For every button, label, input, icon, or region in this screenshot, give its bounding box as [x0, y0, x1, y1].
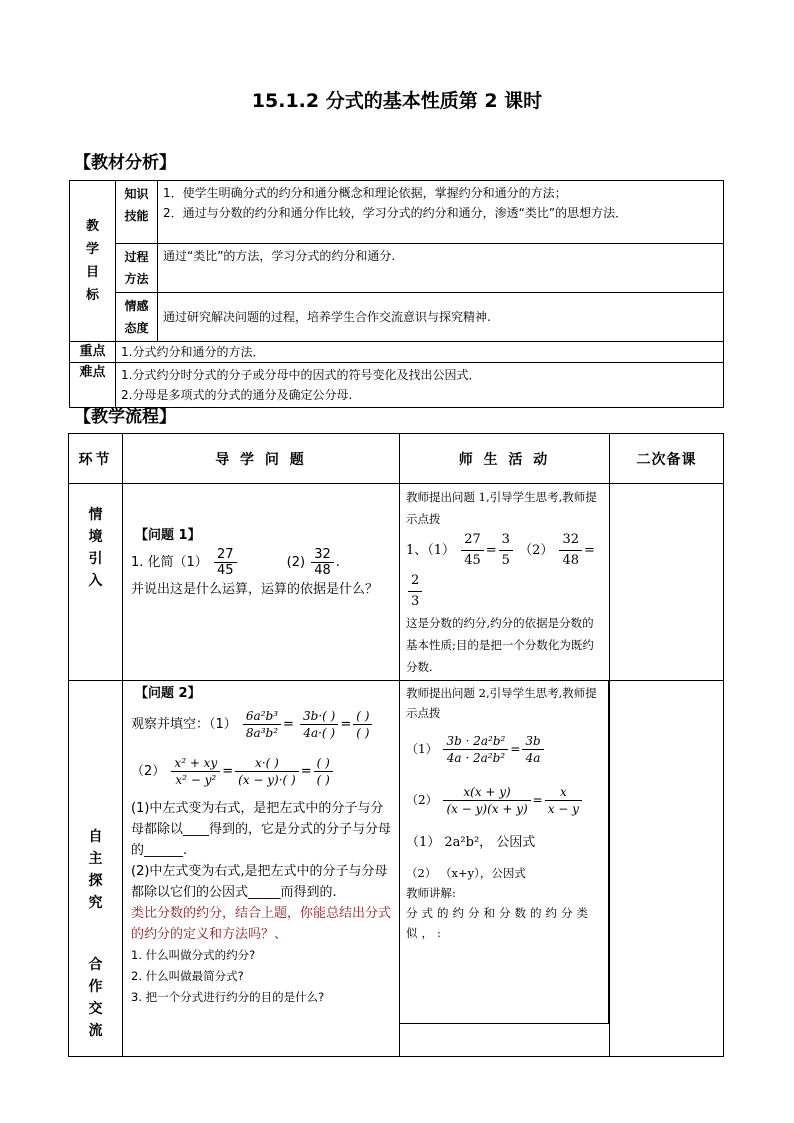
stage-char: 合: [88, 957, 103, 973]
a1-frac-a: $\frac{27}{45}$: [461, 530, 484, 571]
stage-char: 引: [88, 551, 103, 567]
flow-table: [68, 433, 724, 1057]
section-heading-flow: 【教学流程】: [74, 407, 176, 427]
q1-fraction-1: $\frac{27}{45}$: [214, 547, 237, 578]
notes2-cell: [610, 681, 724, 1057]
a1-frac-b: $\frac{3}{5}$: [499, 530, 513, 571]
key-label: 重点: [70, 342, 116, 363]
a2-p1: （1）: [406, 742, 438, 756]
a2-f1-left: $\frac{\text{3b · 2a²b²}}{\text{4a · 2a²b²}}$: [443, 733, 508, 766]
key-text: 1.分式约分和通分的方法．: [116, 342, 724, 363]
q2-f1-mid: $\frac{3b\cdot( )}{4a\cdot( )}$: [300, 708, 338, 741]
a1-prefix: 1、（1）: [406, 543, 456, 558]
a2-equation-1: （1） $\frac{\text{3b · 2a²b²}}{\text{4a · 2a²b²}}$ = $\frac{3b}{4a}$: [406, 733, 602, 766]
a2-p2: （2）: [406, 793, 438, 807]
q2-f2-mid: $\frac{x\cdot( )}{(x - y)\cdot( )}$: [235, 755, 299, 788]
activity1-intro: 教师提出问题 1,引导学生思考,教师提示点拨: [406, 490, 597, 526]
header-stage: 环节: [69, 434, 123, 484]
q1-fraction-2: $\frac{32}{48}$: [311, 547, 334, 578]
list-item: 2. 什么叫做最简分式?: [131, 969, 244, 983]
activity1-cell: [400, 484, 610, 681]
activity2-explain: 教师讲解:: [406, 886, 456, 900]
knowledge-label: 知识技能: [116, 181, 158, 244]
question2-fill-1: (1)中左式变为右式，是把左式中的分子与分母都除以____得到的，它是分式的分子与分母的______.: [131, 801, 392, 858]
question1-title: 【问题 1】: [135, 528, 201, 543]
goal-label-char: 教: [85, 219, 99, 234]
difficulty-label: 难点: [70, 363, 116, 408]
difficulty-item-2: 2.分母是多项式的分式的通分及确定公分母.: [121, 388, 353, 402]
goal-label-char: 学: [85, 242, 99, 257]
stage-char: 境: [88, 529, 103, 545]
header-activities: 师 生 活 动: [400, 434, 610, 484]
q2-equation-2: （2） $\frac{\text{x² + xy}}{\text{x² − y²}}$ = $\frac{x\cdot( )}{(x - y)\cdot( )}$ = $\frac{( )}{( )}$: [131, 755, 393, 788]
a2-f2-left: $\frac{x(x + y)}{(x - y)(x + y)}$: [443, 784, 530, 817]
activity2-box: [400, 681, 609, 1024]
activity1-explanation: 这是分数的约分,约分的依据是分数的基本性质;目的是把一个分数化为既约分数.: [406, 616, 594, 674]
knowledge-item-1: 1．使学生明确分式的约分和通分概念和理论依据，掌握约分和通分的方法；: [163, 186, 567, 200]
stage-char: 作: [88, 979, 103, 995]
question1-ask: 并说出这是什么运算，运算的依据是什么？: [131, 582, 379, 597]
q2-f2-left: $\frac{\text{x² + xy}}{\text{x² − y²}}$: [171, 755, 220, 788]
question2-prompt: 类比分数的约分，结合上题，你能总结出分式的约分的定义和方法吗？、: [131, 906, 392, 942]
a2-f2-right: $\frac{x}{x - y}$: [545, 784, 582, 817]
notes1-cell: [610, 484, 724, 681]
header-questions: 导 学 问 题: [123, 434, 400, 484]
stage-char: 究: [88, 895, 103, 911]
q2-f1-right: $\frac{( )}{( )}$: [353, 708, 372, 741]
emotion-label: 情感态度: [116, 293, 158, 342]
stage-char: 入: [88, 573, 103, 589]
a2-f1-right: $\frac{3b}{4a}$: [522, 733, 543, 766]
stage-gap: [69, 914, 122, 954]
stage-char: 交: [88, 1001, 103, 1017]
q1-text-b: (2): [286, 555, 306, 570]
stage-char: 情: [88, 507, 103, 523]
q1-text-a: 1. 化简（1）: [131, 555, 208, 570]
analysis-table: [69, 180, 724, 408]
page-title: 15.1.2 分式的基本性质第 2 课时: [251, 90, 543, 112]
stage-char: 探: [88, 873, 103, 889]
q2-observe: 观察并填空：（1）: [131, 717, 237, 732]
activity2-cell: [400, 681, 610, 1057]
knowledge-text: [158, 181, 724, 244]
a1-frac-c: $\frac{32}{48}$: [559, 530, 582, 571]
emotion-text: 通过研究解决问题的过程，培养学生合作交流意识与探究精神.: [158, 293, 724, 342]
stage2-label: [69, 681, 123, 1057]
goal-label-char: 目: [85, 265, 99, 280]
activity2-text: 分式的约分和分数的约分类似，:: [406, 906, 592, 940]
goal-label-cell: [70, 181, 116, 342]
list-item: 3. 把一个分式进行约分的目的是什么?: [131, 990, 325, 1004]
a2-equation-2: （2） $\frac{x(x + y)}{(x - y)(x + y)}$ = $\frac{x}{x - y}$: [406, 784, 602, 817]
stage-char: 主: [88, 851, 103, 867]
list-item: 1. 什么叫做分式的约分?: [131, 948, 256, 962]
header-notes: 二次备课: [610, 434, 724, 484]
question2-cell: [123, 681, 400, 1057]
q2-p2: （2）: [131, 764, 166, 779]
difficulty-text: [116, 363, 724, 408]
a1-frac-d: $\frac{2}{3}$: [408, 571, 422, 612]
stage1-label: [69, 484, 123, 681]
stage-char: 流: [88, 1023, 103, 1039]
activity2-answer-2: （2） （x+y），公因式: [406, 866, 526, 880]
question2-list: [131, 945, 393, 1008]
question1-line: 1. 化简（1） $\frac{27}{45}$ (2) $\frac{32}{48}$ .: [131, 547, 340, 578]
q2-f1-left: $\frac{\text{6a²b³}}{\text{8a³b²}}$: [243, 708, 281, 741]
goal-label-char: 标: [85, 288, 99, 303]
activity2-answer-1: （1） 2a²b²， 公因式: [406, 835, 536, 850]
stage-char: 自: [88, 829, 103, 845]
question1-cell: [123, 484, 400, 681]
section-heading-analysis: 【教材分析】: [74, 153, 176, 173]
difficulty-item-1: 1.分式约分时分式的分子或分母中的因式的符号变化及找出公因式．: [121, 368, 481, 382]
activity2-intro: 教师提出问题 2,引导学生思考,教师提示点拨: [406, 686, 597, 720]
question2-fill-2: (2)中左式变为右式,是把左式中的分子与分母都除以它们的公因式_____而得到的.: [131, 864, 388, 900]
q2-equation-1: 观察并填空：（1） $\frac{\text{6a²b³}}{\text{8a³b²}}$ = $\frac{3b\cdot( )}{4a\cdot( )}$ = $\frac{( )}{( )}$: [131, 708, 393, 741]
process-text: 通过“类比”的方法，学习分式的约分和通分.: [158, 244, 724, 293]
process-label: 过程方法: [116, 244, 158, 293]
question2-title: 【问题 2】: [135, 686, 201, 701]
a1-mid: （2）: [519, 543, 554, 558]
activity1-equations: 1、（1） $\frac{27}{45}$ = $\frac{3}{5}$ （2） $\frac{32}{48}$ = $\frac{2}{3}$: [406, 530, 603, 612]
q2-f2-right: $\frac{( )}{( )}$: [314, 755, 333, 788]
knowledge-item-2: 2．通过与分数的约分和通分作比较，学习分式的约分和通分，渗透“类比”的思想方法．: [163, 206, 628, 220]
